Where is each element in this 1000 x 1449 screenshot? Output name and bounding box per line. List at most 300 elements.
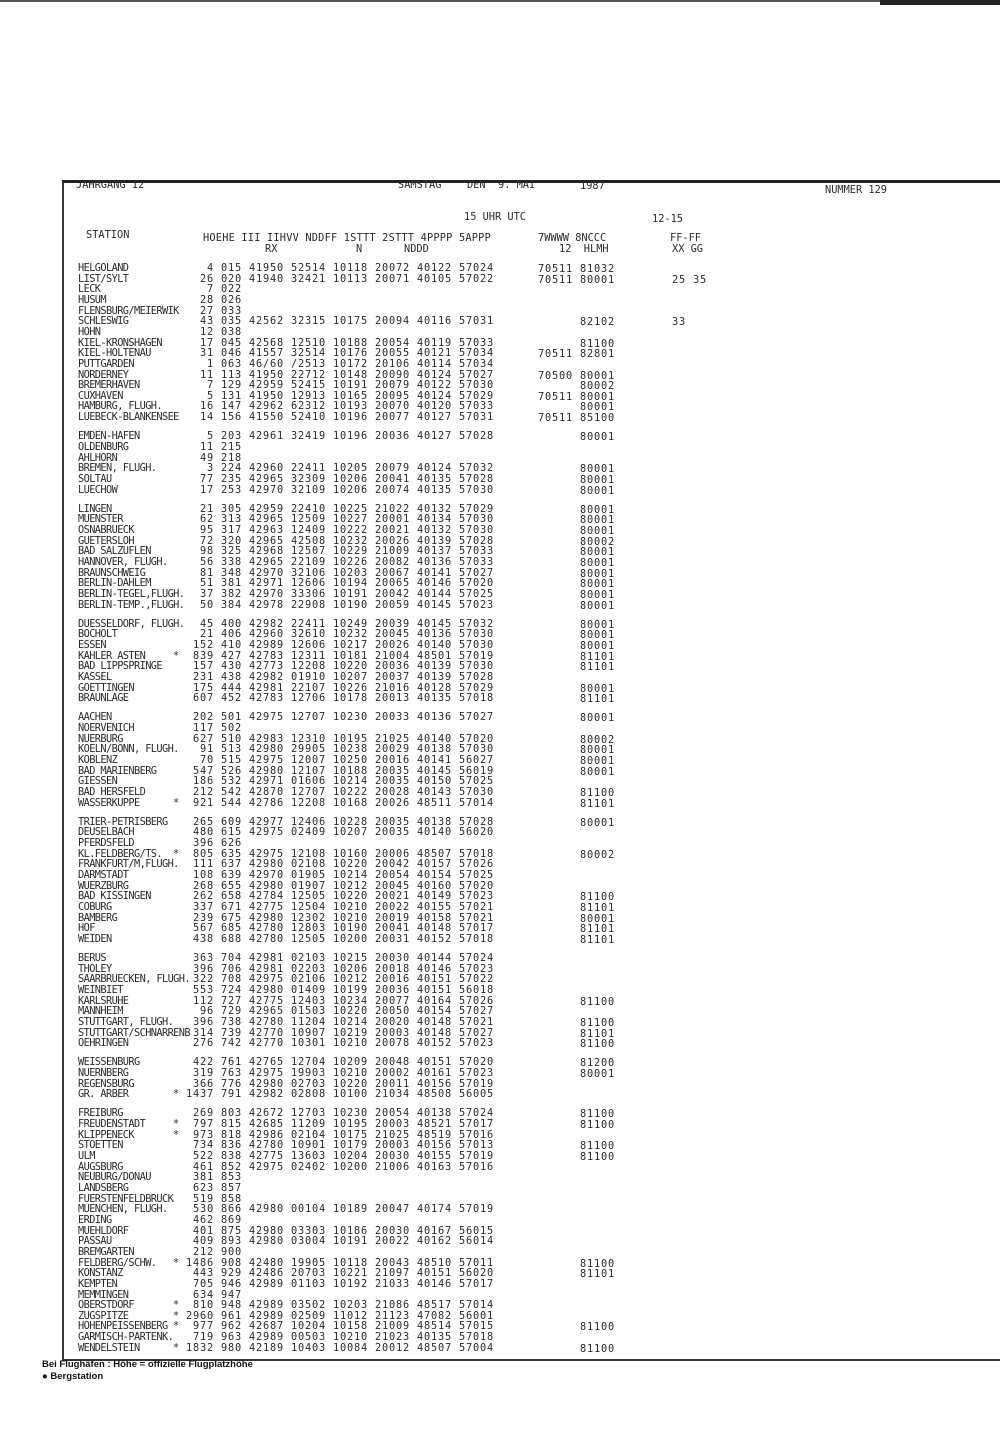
cloud-group-8: 80001 [580,514,615,527]
station-name: BAD MARIENBERG [78,764,157,777]
station-height: 37 [200,587,214,600]
observation-groups: 853 [221,1171,242,1184]
observation-groups: 513 42980 29905 10238 20029 40138 57030 [221,743,494,756]
station-height: 96 [200,1005,214,1018]
station-name: LANDSBERG [78,1182,129,1194]
observation-groups: 615 42975 02409 10207 20035 40140 56020 [221,826,494,839]
station-name: GOETTINGEN [78,681,134,694]
column-header-main: HOEHE III IIHVV NDDFF 1STTT 2STTT 4PPPP 5APPP [203,232,491,244]
cloud-group-8: 81101 [580,901,615,914]
station-height: 212 [193,1245,214,1258]
observation-groups: 147 42962 62312 10193 20070 40120 57033 [221,400,494,413]
station-height: 921 [193,796,214,809]
mountain-station-marker: * [173,1309,180,1322]
station-name: BERLIN-TEGEL,FLUGH. [78,587,185,600]
station-name: FRANKFURT/M,FLUGH. [78,858,179,871]
station-name: LUECHOW [78,483,118,496]
station-name: PASSAU [78,1235,112,1248]
column-ff: FF-FF [670,232,701,244]
weather-group-7: 70511 [538,348,573,361]
station-height: 1437 [186,1088,214,1101]
observation-groups: 218 [221,451,242,464]
mountain-station-marker: * [173,796,180,809]
station-name: SOLTAU [78,472,112,485]
cloud-group-8: 80002 [580,733,615,746]
column-xx-gg: XX GG [672,243,703,255]
observation-groups: 320 42965 42508 10232 20026 40139 57028 [221,534,494,547]
cloud-group-8: 80001 [580,712,615,725]
station-name: AUGSBURG [78,1160,123,1173]
station-name: STUTTGART, FLUGH. [78,1015,174,1028]
station-name: KLIPPENECK [78,1128,134,1141]
station-height: 50 [200,598,214,611]
cloud-group-8: 80001 [580,618,615,631]
observation-groups: 022 [221,283,242,296]
observation-groups: 739 42770 10907 10219 20003 40148 57027 [221,1026,494,1039]
station-height: 62 [200,513,214,526]
issue-number: NUMMER 129 [825,184,887,196]
station-height: 31 [200,347,214,360]
observation-groups: 857 [221,1182,242,1194]
cloud-group-8: 81100 [580,1108,615,1121]
observation-groups: 033 [221,304,242,317]
station-name: SCHLESWIG [78,315,129,328]
observation-groups: 858 [221,1192,242,1205]
station-name: WEISSENBURG [78,1056,140,1069]
observation-groups: 838 42775 13603 10204 20030 40155 57019 [221,1150,494,1163]
observation-groups: 626 [221,837,242,849]
cloud-group-8: 80001 [580,682,615,695]
weather-group-7: 70511 [538,412,573,425]
station-name: BERUS [78,952,106,964]
station-name: COBURG [78,900,112,913]
mountain-station-marker: * [173,1320,180,1333]
station-name: GARMISCH-PARTENK. [78,1331,174,1344]
cloud-group-8: 80001 [580,503,615,516]
station-name: ERDING [78,1213,112,1226]
station-name: KONSTANZ [78,1267,123,1280]
station-height: 27 [200,304,214,317]
cloud-group-8: 81101 [580,933,615,946]
weekday: SAMSTAG [398,179,442,191]
station-height: 17 [200,336,214,349]
cloud-group-8: 80001 [580,599,615,612]
station-name: OSNABRUECK [78,523,134,536]
station-name: HANNOVER, FLUGH. [78,555,168,568]
column-header-7-8-sub: 12 HLMH [559,243,609,255]
station-name: BAD HERSFELD [78,785,146,798]
observation-groups: 791 42982 02808 10100 21034 48508 56005 [221,1088,494,1101]
observation-groups: 900 [221,1245,242,1258]
station-height: 265 [193,815,214,828]
observation-groups: 438 42982 01910 10207 20037 40139 57028 [221,670,494,683]
cloud-group-8: 82102 [580,316,615,329]
station-name: DARMSTADT [78,868,129,881]
scan-edge-line [0,0,1000,2]
station-height: 91 [200,743,214,756]
cloud-group-8: 81200 [580,1057,615,1070]
station-name: CUXHAVEN [78,389,123,402]
station-height: 112 [193,994,214,1007]
wind-gust-group: 25 35 [672,273,707,286]
weather-group-7: 70511 [538,263,573,275]
station-name: MANNHEIM [78,1005,123,1018]
weather-group-7: 70500 [538,369,573,382]
station-height: 519 [193,1192,214,1205]
station-height: 26 [200,272,214,285]
observation-groups: 325 42968 12507 10229 21009 40137 57033 [221,545,494,558]
observation-groups: 515 42975 12007 10250 20016 40141 56027 [221,753,494,766]
observation-groups: 655 42980 01907 10212 20045 40160 57020 [221,879,494,892]
cloud-group-8: 80001 [580,629,615,642]
column-header-7-8: 7WWWW 8NCCC [538,232,607,244]
station-height: 276 [193,1037,214,1050]
observation-groups: 671 42775 12504 10210 20022 40155 57021 [221,900,494,913]
observation-groups: 452 42783 12706 10178 20013 40135 57018 [221,692,494,705]
station-height: 81 [200,566,214,579]
station-height: 77 [200,472,214,485]
station-height: 363 [193,952,214,964]
observation-groups: 685 42780 12803 10190 20041 40148 57017 [221,922,494,935]
observation-groups: 131 41950 12913 10165 20095 40124 57029 [221,389,494,402]
station-height: 117 [193,722,214,734]
station-name: HOHENPEISSENBERG [78,1320,168,1333]
cloud-group-8: 80001 [580,567,615,580]
mountain-station-marker: * [173,1118,180,1131]
observation-time: 15 UHR UTC [464,211,526,223]
station-name: LINGEN [78,502,112,515]
station-height: 337 [193,900,214,913]
station-name: KIEL-HOLTENAU [78,347,151,360]
observation-groups: 947 [221,1288,242,1301]
observation-groups: 038 [221,325,242,338]
observation-groups: 427 42783 12311 10181 21004 48501 57019 [221,649,494,662]
cloud-group-8: 81101 [580,1268,615,1281]
station-height: 12 [200,325,214,338]
observation-groups: 203 42961 32419 10196 20036 40127 57028 [221,430,494,443]
observation-groups: 706 42981 02203 10206 20018 40146 57023 [221,962,494,975]
observation-groups: 444 42981 22107 10226 21016 40128 57029 [221,681,494,694]
station-height: 157 [193,660,214,673]
cloud-group-8: 81100 [580,1140,615,1153]
observation-groups: 637 42980 02108 10220 20042 40157 57026 [221,858,494,871]
year: 1987 [580,180,605,192]
station-height: 396 [193,1015,214,1028]
footnote-mountain-stations: ● Bergstation [42,1371,104,1382]
station-height: 95 [200,523,214,536]
mountain-station-marker: * [173,1299,180,1312]
station-name: THOLEY [78,962,112,975]
station-height: 401 [193,1224,214,1237]
observation-groups: 020 41940 32421 10113 20071 40105 57022 [221,272,494,285]
station-name: MUEHLDORF [78,1224,129,1237]
cloud-group-8: 81101 [580,650,615,663]
cloud-group-8: 80001 [580,369,615,382]
observation-groups: 544 42786 12208 10168 20026 48511 57014 [221,796,494,809]
station-height: 72 [200,534,214,547]
cloud-group-8: 80001 [580,484,615,497]
observation-groups: 946 42989 01103 10192 21033 40146 57017 [221,1277,494,1290]
observation-groups: 384 42978 22908 10190 20059 40145 57023 [221,598,494,611]
observation-groups: 224 42960 22411 10205 20079 40124 57032 [221,462,494,475]
station-height: 553 [193,983,214,996]
mountain-station-marker: * [173,1128,180,1141]
observation-groups: 510 42983 12310 10195 21025 40140 57020 [221,732,494,745]
cloud-group-8: 81100 [580,1342,615,1355]
station-height: 70 [200,753,214,766]
station-height: 21 [200,628,214,641]
station-height: 231 [193,670,214,683]
observation-groups: 908 42480 19905 10118 20043 48510 57011 [221,1256,494,1269]
observation-groups: 815 42685 11209 10195 20003 48521 57017 [221,1118,494,1131]
station-height: 111 [193,858,214,871]
observation-groups: 893 42980 03004 10191 20022 40162 56014 [221,1235,494,1248]
station-height: 16 [200,400,214,413]
cloud-group-8: 81032 [580,263,615,275]
station-name: MEMMINGEN [78,1288,129,1301]
station-height: 3 [207,462,214,475]
station-height: 797 [193,1118,214,1131]
station-height: 17 [200,483,214,496]
observation-groups: 045 42568 12510 10188 20054 40119 57033 [221,336,494,349]
station-height: 810 [193,1299,214,1312]
station-height: 1832 [186,1341,214,1354]
observation-groups: 501 42975 12707 10230 20033 40136 57027 [221,711,494,724]
station-name: AHLHORN [78,451,118,464]
observation-groups: 015 41950 52514 10118 20072 40122 57024 [221,262,494,274]
date: DEN 9. MAI [467,179,536,191]
station-height: 45 [200,617,214,630]
station-name: KOELN/BONN, FLUGH. [78,743,179,756]
observation-groups: 609 42977 12406 10228 20035 40138 57028 [221,815,494,828]
observation-groups: 724 42980 01409 10199 20036 40151 56018 [221,983,494,996]
station-name: HAMBURG, FLUGH. [78,400,162,413]
observation-groups: 113 41950 22712 10148 20090 40124 57027 [221,368,494,381]
observation-groups: 803 42672 12703 10230 20054 40138 57024 [221,1107,494,1120]
observation-groups: 526 42980 12107 10188 20035 40145 56019 [221,764,494,777]
observation-groups: 836 42780 10901 10179 20003 40156 57013 [221,1139,494,1152]
observation-groups: 675 42980 12302 10210 20019 40158 57021 [221,911,494,924]
station-name: KOBLENZ [78,753,118,766]
observation-groups: 215 [221,440,242,453]
mountain-station-marker: * [173,847,180,860]
station-height: 422 [193,1056,214,1069]
station-name: DEUSELBACH [78,826,134,839]
station-height: 269 [193,1107,214,1120]
observation-groups: 046 41557 32514 10176 20055 40121 57034 [221,347,494,360]
station-name: LECK [78,283,101,296]
station-name: NEUBURG/DONAU [78,1171,151,1184]
observation-groups: 639 42970 01905 10214 20054 40154 57025 [221,868,494,881]
station-name: BOCHOLT [78,628,118,641]
column-n: N [356,243,363,255]
observation-groups: 929 42486 20703 10221 21097 40151 56020 [221,1267,494,1280]
station-name: BERLIN-DAHLEM [78,577,151,590]
observation-groups: 381 42971 12606 10194 20065 40146 57020 [221,577,494,590]
observation-groups: 035 42562 32315 10175 20094 40116 57031 [221,315,494,328]
cloud-group-8: 80001 [580,431,615,444]
station-name: TRIER-PETRISBERG [78,815,168,828]
mountain-station-marker: * [173,649,180,662]
station-name: FREIBURG [78,1107,123,1120]
mountain-station-marker: * [173,1088,180,1101]
station-height: 11 [200,440,214,453]
cloud-group-8: 81101 [580,1027,615,1040]
station-name: FELDBERG/SCHW. [78,1256,157,1269]
cloud-group-8: 81100 [580,1119,615,1132]
station-name: HUSUM [78,293,106,306]
station-height: 719 [193,1331,214,1344]
station-height: 175 [193,681,214,694]
station-height: 212 [193,785,214,798]
cloud-group-8: 81100 [580,995,615,1008]
station-name: FLENSBURG/MEIERWIK [78,304,179,317]
station-height: 973 [193,1128,214,1141]
station-name: BAD LIPPSPRINGE [78,660,162,673]
cloud-group-8: 80001 [580,463,615,476]
station-name: BAMBERG [78,911,118,924]
cloud-group-8: 80001 [580,588,615,601]
weather-group-7: 70511 [538,273,573,286]
station-height: 152 [193,638,214,651]
station-height: 627 [193,732,214,745]
station-height: 366 [193,1077,214,1090]
mountain-station-marker: * [173,1256,180,1269]
station-height: 734 [193,1139,214,1152]
station-height: 409 [193,1235,214,1248]
station-height: 607 [193,692,214,705]
station-name: STOETTEN [78,1139,123,1152]
station-height: 438 [193,932,214,945]
observation-groups: 406 42960 32610 10232 20045 40136 57030 [221,628,494,641]
observation-groups: 704 42981 02103 10215 20030 40144 57024 [221,952,494,964]
station-name: WENDELSTEIN [78,1341,140,1354]
observation-groups: 400 42982 22411 10249 20039 40145 57032 [221,617,494,630]
observation-groups: 761 42765 12704 10209 20048 40151 57020 [221,1056,494,1069]
station-name: WEIDEN [78,932,112,945]
station-height: 462 [193,1213,214,1226]
station-height: 98 [200,545,214,558]
station-name: OLDENBURG [78,440,129,453]
station-height: 319 [193,1067,214,1079]
station-name: GR. ARBER [78,1088,129,1101]
observation-groups: 313 42965 12509 10227 20001 40134 57030 [221,513,494,526]
station-height: 14 [200,411,214,424]
station-name: FREUDENSTADT [78,1118,146,1131]
station-height: 202 [193,711,214,724]
station-height: 634 [193,1288,214,1301]
station-height: 522 [193,1150,214,1163]
station-name: ULM [78,1150,95,1163]
cloud-group-8: 85100 [580,412,615,425]
station-name: SAARBRUECKEN, FLUGH. [78,973,190,986]
station-name: OEHRINGEN [78,1037,129,1050]
station-height: 480 [193,826,214,839]
volume-label: JAHRGANG 12 [76,179,145,191]
cloud-group-8: 82801 [580,348,615,361]
station-name: BAD KISSINGEN [78,890,151,903]
cloud-group-8: 81101 [580,661,615,674]
observation-groups: 729 42965 01503 10220 20050 40154 57027 [221,1005,494,1018]
station-height: 186 [193,775,214,788]
station-height: 705 [193,1277,214,1290]
station-name: BREMERHAVEN [78,379,140,392]
cloud-group-8: 81101 [580,923,615,936]
cloud-group-8: 81101 [580,797,615,810]
station-height: 805 [193,847,214,860]
station-name: HELGOLAND [78,262,129,274]
cloud-group-8: 81100 [580,1016,615,1029]
station-height: 839 [193,649,214,662]
cloud-group-8: 80001 [580,390,615,403]
station-height: 623 [193,1182,214,1194]
station-height: 322 [193,973,214,986]
station-name: KIEL-KRONSHAGEN [78,336,162,349]
station-height: 7 [207,379,214,392]
cloud-group-8: 81100 [580,1151,615,1164]
station-name: DUESSELDORF, FLUGH. [78,617,185,630]
observation-groups: 866 42980 00104 10189 20047 40174 57019 [221,1203,494,1216]
station-height: 443 [193,1267,214,1280]
station-name: GUETERSLOH [78,534,134,547]
station-height: 56 [200,555,214,568]
cloud-group-8: 80001 [580,546,615,559]
observation-groups: 129 42959 52415 10191 20079 40122 57030 [221,379,494,392]
cloud-group-8: 80001 [580,273,615,286]
station-height: 49 [200,451,214,464]
station-height: 547 [193,764,214,777]
station-height: 567 [193,922,214,935]
observation-groups: 410 42989 12606 10217 20026 40140 57030 [221,638,494,651]
station-name: ZUGSPITZE [78,1309,129,1322]
observation-groups: 156 41550 52410 10196 20077 40127 57031 [221,411,494,424]
station-name: OBERSTDORF [78,1299,134,1312]
observation-groups: 962 42687 10204 10158 21009 48514 57015 [221,1320,494,1333]
column-rx: RX [265,243,278,255]
station-name: BREMGARTEN [78,1245,134,1258]
observation-groups: 688 42780 12505 10200 20031 40152 57018 [221,932,494,945]
observation-groups: 875 42980 03303 10186 20030 40167 56015 [221,1224,494,1237]
station-height: 396 [193,837,214,849]
station-height: 461 [193,1160,214,1173]
observation-groups: 948 42989 03502 10203 21086 48517 57014 [221,1299,494,1312]
observation-groups: 852 42975 02402 10200 21006 40163 57016 [221,1160,494,1173]
station-name: NUERNBERG [78,1067,129,1079]
station-height: 1 [207,357,214,370]
cloud-group-8: 80001 [580,765,615,778]
observation-groups: 708 42975 02106 10212 20016 40151 57022 [221,973,494,986]
observation-groups: 382 42970 33306 10191 20042 40144 57025 [221,587,494,600]
observation-groups: 502 [221,722,242,734]
station-height: 381 [193,1171,214,1184]
station-name: REGENSBURG [78,1077,134,1090]
observation-groups: 635 42975 12108 10160 20006 48507 57018 [221,847,494,860]
station-name: ESSEN [78,638,106,651]
station-name: LUEBECK-BLANKENSEE [78,411,179,424]
station-height: 5 [207,389,214,402]
observation-groups: 305 42959 22410 10225 21022 40132 57029 [221,502,494,515]
period-label: 12-15 [652,213,683,225]
station-name: EMDEN-HAFEN [78,430,140,443]
station-height: 262 [193,890,214,903]
station-name: KASSEL [78,670,112,683]
station-height: 11 [200,368,214,381]
observation-groups: 532 42971 01606 10214 20035 40150 57025 [221,775,494,788]
station-name: LIST/SYLT [78,272,129,285]
observation-groups: 430 42773 12208 10220 20036 40139 57030 [221,660,494,673]
station-name: PFERDSFELD [78,837,134,849]
station-height: 21 [200,502,214,515]
